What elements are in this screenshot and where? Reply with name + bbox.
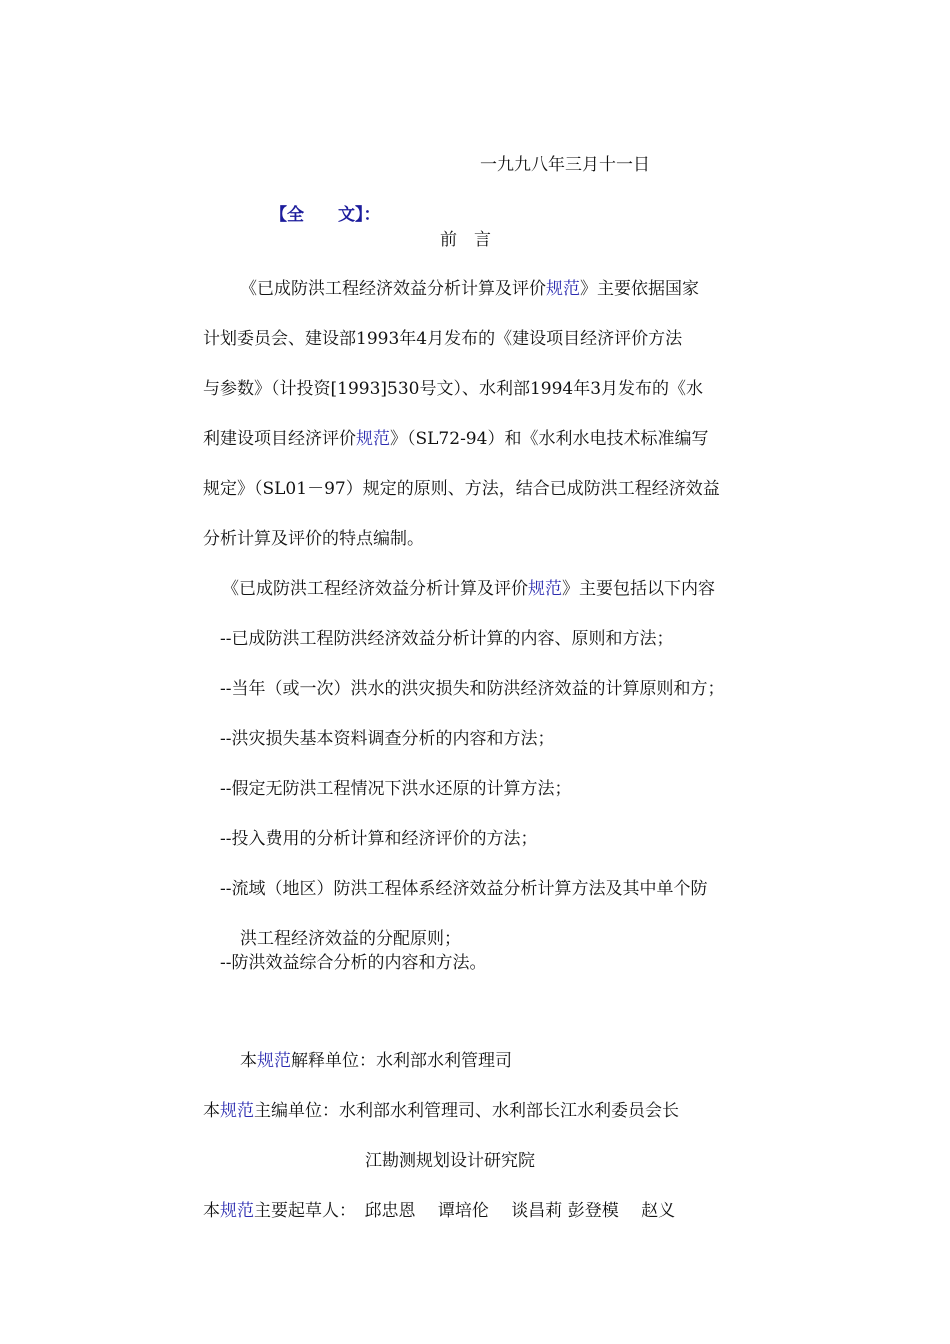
contents-intro-text: 《已成防洪工程经济效益分析计算及评价: [222, 579, 528, 599]
preface-text: 》主要依据国家: [580, 279, 699, 299]
list-item: --投入费用的分析计算和经济评价的方法；: [220, 829, 538, 849]
list-item: --已成防洪工程防洪经济效益分析计算的内容、原则和方法；: [220, 629, 674, 649]
preface-line-2: 计划委员会、建设部1993年4月发布的《建设项目经济评价方法: [203, 329, 683, 349]
editor-unit-continued: 江勘测规划设计研究院: [365, 1151, 535, 1171]
list-item: --假定无防洪工程情况下洪水还原的计算方法；: [220, 779, 572, 799]
list-item: --流域（地区）防洪工程体系经济效益分析计算方法及其中单个防: [220, 879, 708, 899]
list-item: --洪灾损失基本资料调查分析的内容和方法；: [220, 729, 555, 749]
preface-text: 利建设项目经济评价: [203, 429, 356, 449]
preface-text: 》（SL72-94）和《水利水电技术标准编写: [390, 429, 709, 449]
guifan-link[interactable]: 规范: [220, 1201, 254, 1221]
drafters-prefix: 本: [203, 1201, 220, 1221]
guifan-link[interactable]: 规范: [546, 279, 580, 299]
guifan-link[interactable]: 规范: [356, 429, 390, 449]
preface-line-4: [203, 427, 708, 451]
preface-line-1: [240, 277, 699, 301]
guifan-link[interactable]: 规范: [528, 579, 562, 599]
document-date: 一九九八年三月十一日: [480, 155, 650, 175]
list-item: 洪工程经济效益的分配原则；: [240, 929, 461, 949]
editor-text: 主编单位：水利部水利管理司、水利部长江水利委员会长: [254, 1101, 679, 1121]
list-item: --防洪效益综合分析的内容和方法。: [220, 953, 487, 973]
interpret-text: 解释单位：水利部水利管理司: [291, 1051, 512, 1071]
drafters-text: 主要起草人： 邱忠恩 谭培伦 谈昌莉 彭登模 赵义: [254, 1201, 676, 1221]
contents-intro-text: 》主要包括以下内容: [562, 579, 715, 599]
preface-text: 《已成防洪工程经济效益分析计算及评价: [240, 279, 546, 299]
editor-unit: [203, 1099, 679, 1123]
list-item: --当年（或一次）洪水的洪灾损失和防洪经济效益的计算原则和方；: [220, 679, 725, 699]
contents-intro: [222, 577, 715, 601]
interpret-prefix: 本: [240, 1051, 257, 1071]
guifan-link[interactable]: 规范: [220, 1101, 254, 1121]
guifan-link[interactable]: 规范: [257, 1051, 291, 1071]
drafters: [203, 1199, 675, 1223]
fulltext-label: 【全 文】：: [270, 205, 381, 225]
preface-line-6: 分析计算及评价的特点编制。: [203, 529, 424, 549]
interpret-unit: [240, 1049, 512, 1073]
preface-title: 前 言: [440, 230, 491, 250]
preface-line-3: 与参数》（计投资[1993]530号文）、水利部1994年3月发布的《水: [203, 379, 704, 399]
editor-prefix: 本: [203, 1101, 220, 1121]
preface-line-5: 规定》（SL01－97）规定的原则、方法，结合已成防洪工程经济效益: [203, 479, 720, 499]
